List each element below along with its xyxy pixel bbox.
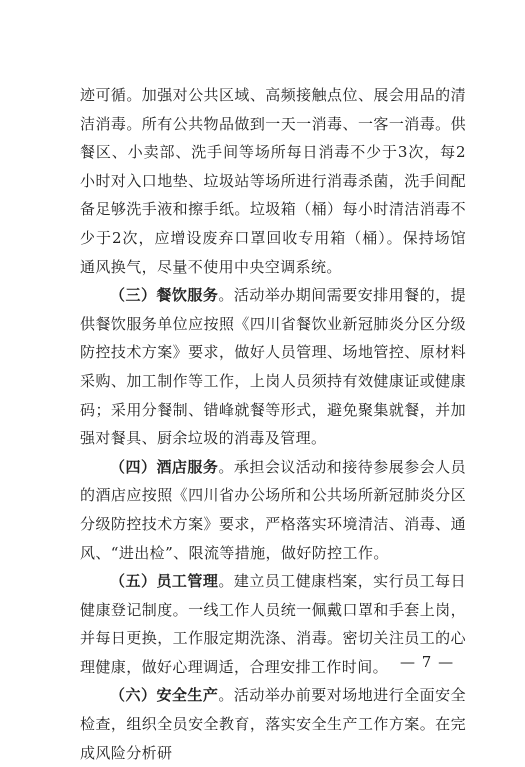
paragraph-safety <box>80 681 466 767</box>
paragraph-text: 。承担会议活动和接待参展参会人员的酒店应按照《四川省办公场所和公共场所新冠肺炎分区分级防控技术方案》要求，严格落实环境清洁、消毒、通风、“进出检”、限流等措施，做好防控工作。 <box>80 457 466 562</box>
paragraph-text: 。活动举办期间需要安排用餐的，提供餐饮服务单位应按照《四川省餐饮业新冠肺炎分区分级防控技术方案》要求，做好人员管理、场地管控、原材料采购、加工制作等工作，上岗人员须持有效健康证或健康码；采用分餐制、错峰就餐等形式，避免聚集就餐，并加强对餐具、厨余垃圾的消毒及管理。 <box>80 286 466 448</box>
paragraph-hotel <box>80 453 466 567</box>
section-heading-safety: （六）安全生产 <box>110 686 219 705</box>
page-number: — 7 — <box>400 653 455 671</box>
section-heading-staff: （五）员工管理 <box>110 572 219 591</box>
paragraph-cleaning <box>80 81 466 281</box>
paragraph-catering <box>80 281 466 453</box>
paragraph-text: 。活动举办前要对场地进行全面安全检查，组织全员安全教育，落实安全生产工作方案。在完成风险分析研 <box>80 686 466 762</box>
section-heading-hotel: （四）酒店服务 <box>110 457 219 476</box>
paragraph-text: 迹可循。加强对公共区域、高频接触点位、展会用品的清洁消毒。所有公共物品做到一天一消毒、一客一消毒。供餐区、小卖部、洗手间等场所每日消毒不少于3次，每2小时对入口地垫、垃圾站等场所进行消毒杀菌，洗手间配备足够洗手液和擦手纸。垃圾箱（桶）每小时清洁消毒不少于2次，应增设废弃口罩回收专用箱（桶）。保持场馆通风换气，尽量不使用中央空调系统。 <box>80 86 466 276</box>
paragraph-text: 。建立员工健康档案，实行员工每日健康登记制度。一线工作人员统一佩戴口罩和手套上岗，并每日更换，工作服定期洗涤、消毒。密切关注员工的心理健康，做好心理调适，合理安排工作时间。 <box>80 572 466 676</box>
section-heading-catering: （三）餐饮服务 <box>110 286 219 305</box>
